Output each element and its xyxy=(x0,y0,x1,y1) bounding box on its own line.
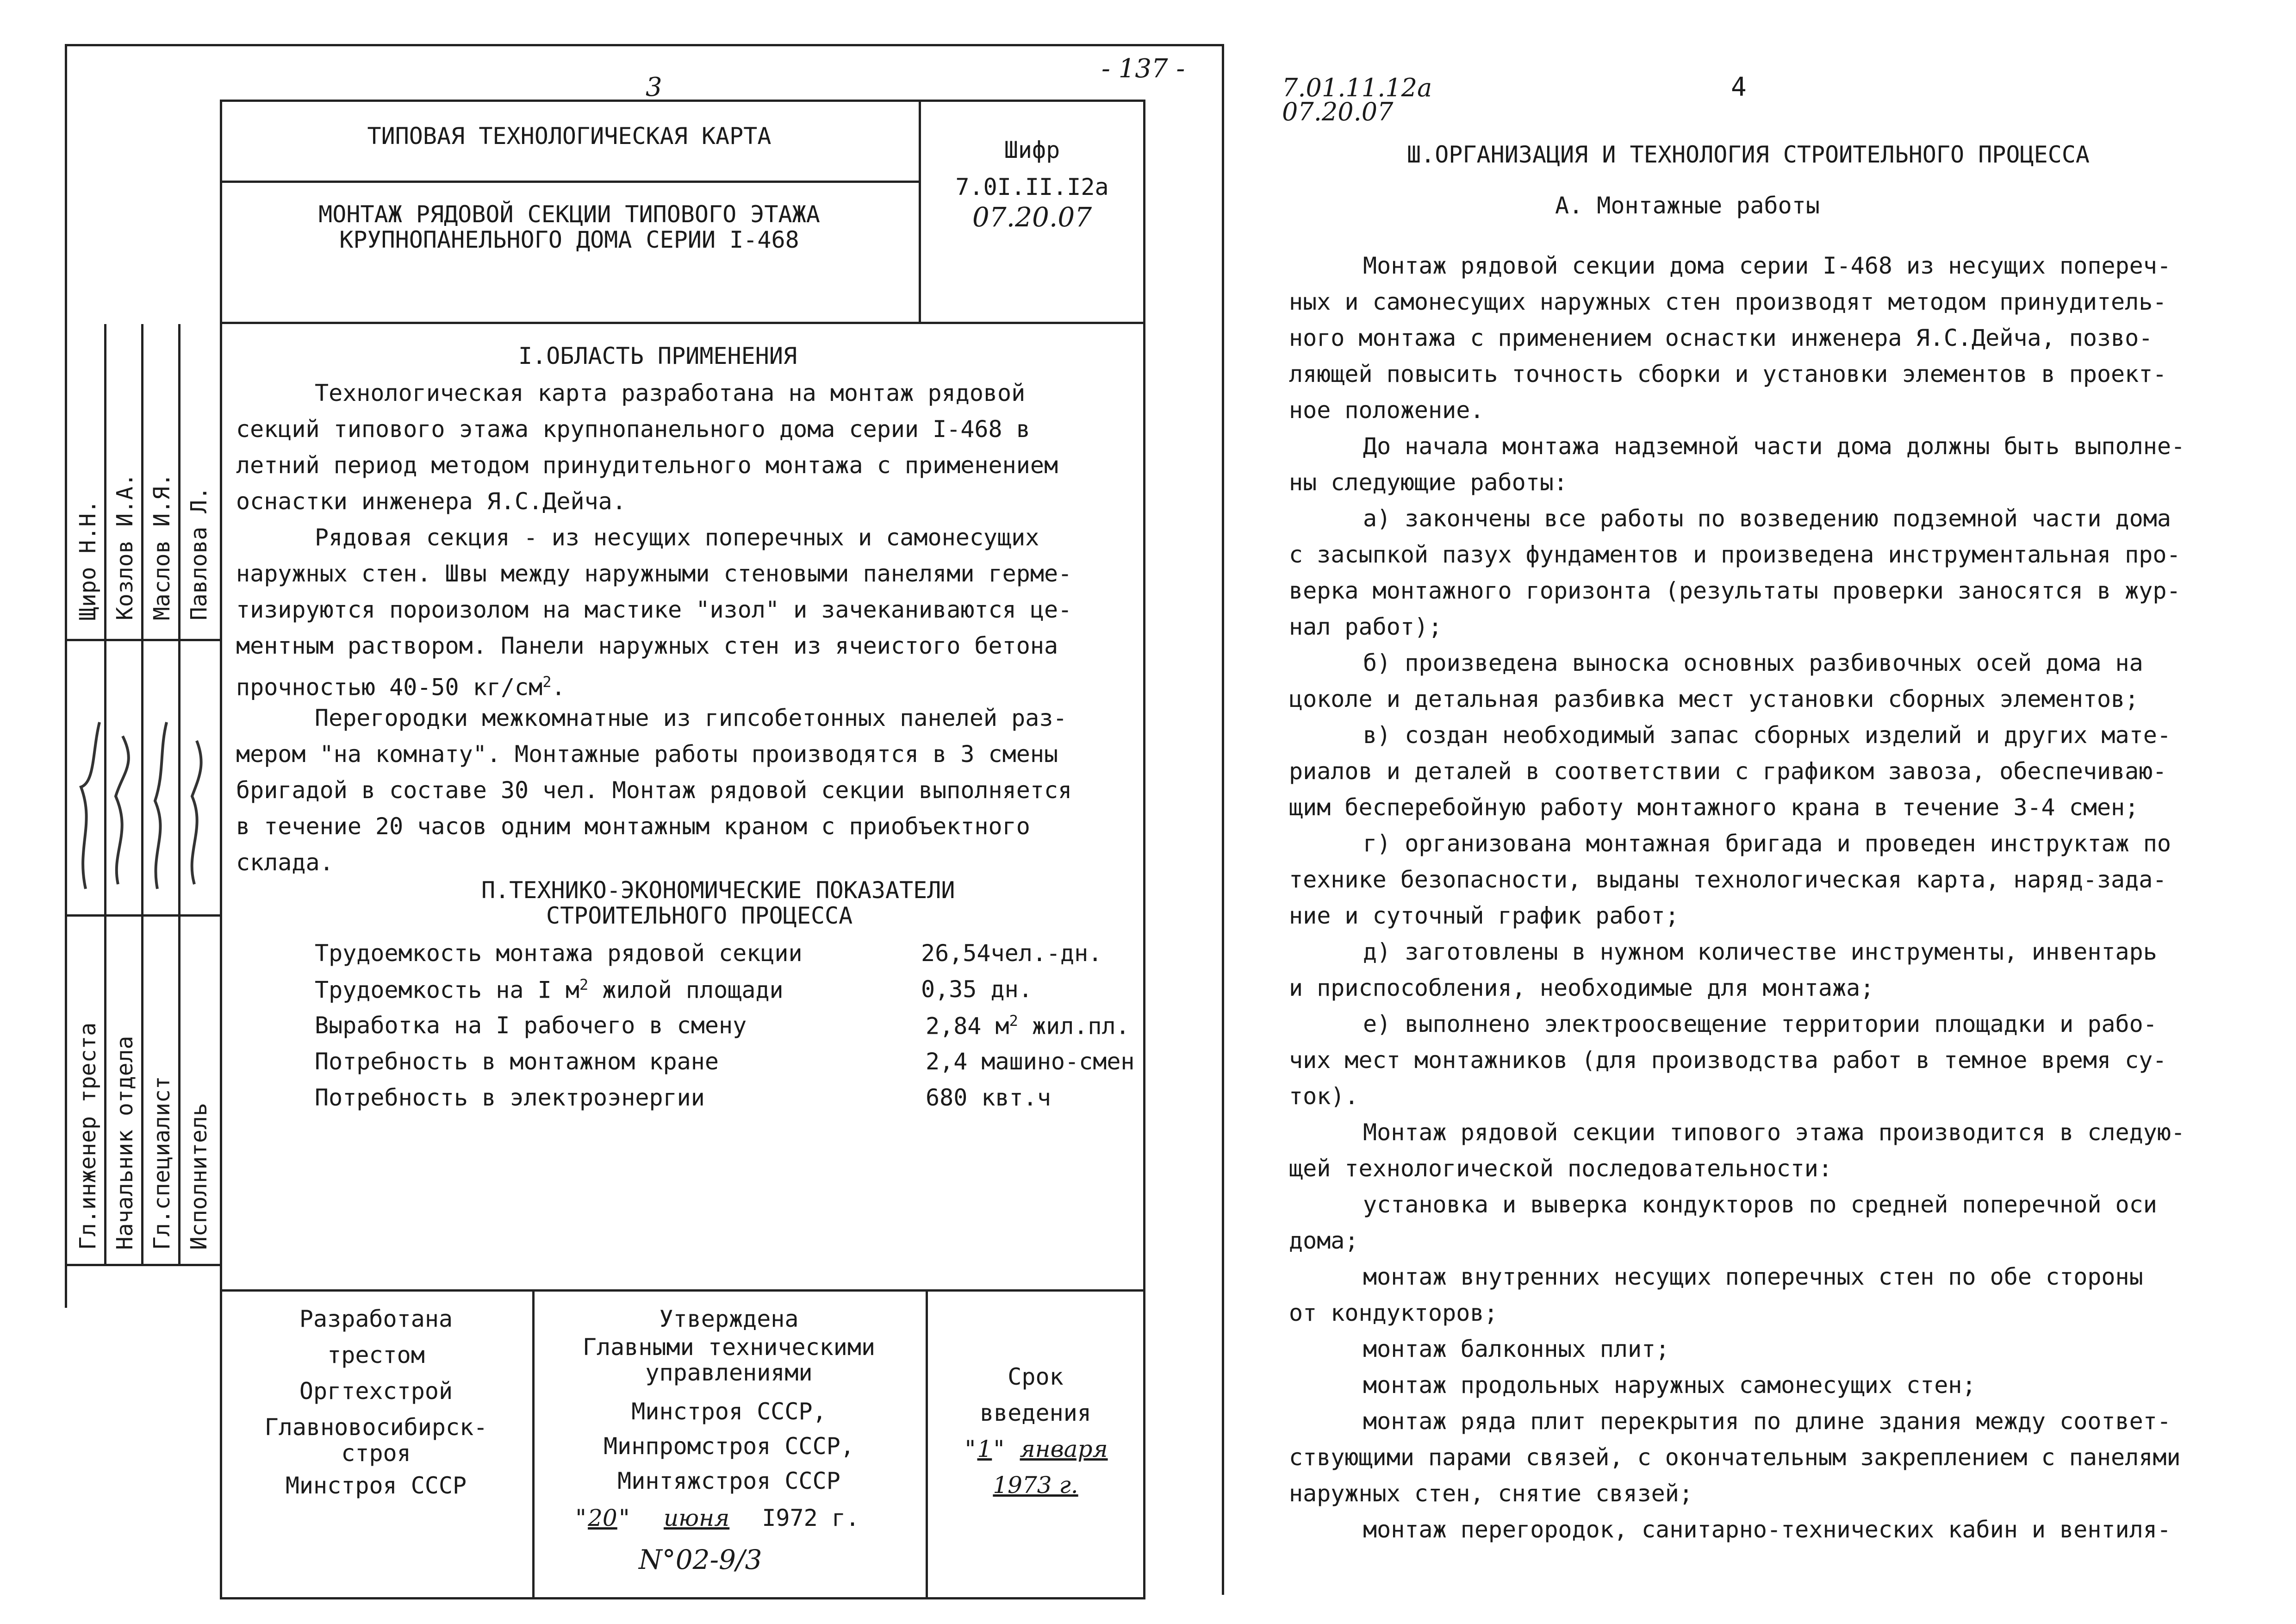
signer-name: Козлов И.А. xyxy=(112,473,138,620)
signer-name: Павлова Л. xyxy=(186,487,212,620)
body-line: цоколе и детальная разбивка мест установки сборных элементов; xyxy=(1289,686,2139,712)
cipher-handwritten: 07.20.07 xyxy=(972,201,1092,233)
body-line: монтаж внутренних несущих поперечных стен по обе стороны xyxy=(1363,1263,2143,1290)
body-line: а) закончены все работы по возведению подземной части дома xyxy=(1363,505,2171,532)
section1-line: летний период методом принудительного монтажа с применением xyxy=(236,452,1058,479)
developed-line: Минстроя СССР xyxy=(285,1472,467,1499)
left-frame-line xyxy=(65,44,67,1308)
body-line: с засыпкой пазух фундаментов и произведена инструментальная про- xyxy=(1289,541,2181,568)
right-frame-line xyxy=(1222,44,1224,1595)
approved-line: Минтяжстроя СССР xyxy=(617,1468,840,1494)
section2-heading-2: СТРОИТЕЛЬНОГО ПРОЦЕССА xyxy=(546,902,853,929)
section1-line: оснастки инженера Я.С.Дейча. xyxy=(236,488,626,515)
body-line: Монтаж рядовой секции типового этажа производится в следую- xyxy=(1363,1119,2185,1146)
section1-line: бригадой в составе 30 чел. Монтаж рядовой секции выполняется xyxy=(236,777,1072,804)
sheet-number: - 137 - xyxy=(1101,54,1185,84)
body-line: от кондукторов; xyxy=(1289,1299,1498,1326)
page-number: 3 xyxy=(646,72,662,102)
approved-date: "20" июня I972 г. xyxy=(574,1505,860,1531)
body-line: ние и суточный график работ; xyxy=(1289,902,1679,929)
body-line: щей технологической последовательности: xyxy=(1289,1155,1832,1182)
signer-position: Гл.инженер треста xyxy=(75,1022,101,1250)
body-line: монтаж продольных наружных самонесущих стен; xyxy=(1363,1372,1976,1399)
developed-line: строя xyxy=(341,1440,411,1467)
approved-line: Утверждена xyxy=(659,1305,799,1332)
body-line: д) заготовлены в нужном количестве инструменты, инвентарь xyxy=(1363,938,2157,965)
signer-position: Гл.специалист xyxy=(149,1076,175,1250)
indicator-label: Трудоемкость монтажа рядовой секции xyxy=(315,940,803,967)
section1-line: мером "на комнату". Монтажные работы производятся в 3 смены xyxy=(236,741,1058,768)
body-line: е) выполнено электроосвещение территории площадки и рабо- xyxy=(1363,1011,2157,1037)
cipher-code: 7.0I.II.I2а xyxy=(955,174,1109,200)
signature-row-line xyxy=(65,1264,220,1266)
right-page xyxy=(1250,0,2296,1624)
body-line: До начала монтажа надземной части дома должны быть выполне- xyxy=(1363,433,2185,460)
header-divider xyxy=(220,181,919,183)
section1-heading: I.ОБЛАСТЬ ПРИМЕНЕНИЯ xyxy=(518,343,797,369)
body-line: ляющей повысить точность сборки и установки элементов в проект- xyxy=(1289,361,2167,387)
signer-position: Начальник отдела xyxy=(112,1036,138,1250)
subsection-heading: А. Монтажные работы xyxy=(1555,192,1820,219)
body-line: ток). xyxy=(1289,1083,1359,1110)
body-line: Монтаж рядовой секции дома серии I-468 из несущих попереч- xyxy=(1363,252,2171,279)
section1-line: наружных стен. Швы между наружными стеновыми панелями герме- xyxy=(236,560,1072,587)
section1-line: тизируются пороизолом на мастике "изол" и зачеканиваются це- xyxy=(236,596,1072,623)
section1-line: Перегородки межкомнатные из гипсобетонных панелей раз- xyxy=(315,705,1067,731)
indicator-value: 26,54чел.-дн. xyxy=(921,940,1102,967)
term-line: Срок xyxy=(1008,1363,1064,1390)
footer-divider xyxy=(220,1289,1145,1292)
body-line: б) произведена выноска основных разбивочных осей дома на xyxy=(1363,650,2143,676)
approved-line: Минстроя СССР, xyxy=(631,1398,827,1425)
body-line: наружных стен, снятие связей; xyxy=(1289,1480,1693,1507)
cipher-label: Шифр xyxy=(1004,137,1060,163)
body-line: г) организована монтажная бригада и проведен инструктаж по xyxy=(1363,830,2171,857)
developed-line: трестом xyxy=(327,1342,425,1368)
body-line: нал работ); xyxy=(1289,613,1443,640)
section1-line: ментным раствором. Панели наружных стен из ячеистого бетона xyxy=(236,632,1058,659)
approved-line: Главными техническими xyxy=(582,1334,876,1361)
body-line: ны следующие работы: xyxy=(1289,469,1568,496)
body-line: дома; xyxy=(1289,1227,1359,1254)
approved-number: N°02-9/3 xyxy=(639,1544,762,1575)
approved-line: Минпромстроя СССР, xyxy=(604,1433,854,1460)
body-line: чих мест монтажников (для производства работ в темное время су- xyxy=(1289,1047,2167,1074)
handwritten-signature xyxy=(67,694,215,898)
indicator-label: Трудоемкость на I $м^2$ жилой площади xyxy=(315,976,784,1004)
body-line: верка монтажного горизонта (результаты проверки заносятся в жур- xyxy=(1289,577,2181,604)
signature-row-line xyxy=(65,639,220,641)
document-subtitle-1: МОНТАЖ РЯДОВОЙ СЕКЦИИ ТИПОВОГО ЭТАЖА xyxy=(318,201,820,228)
body-line: установка и выверка кондукторов по средней поперечной оси xyxy=(1363,1191,2157,1218)
body-line: ствующими парами связей, с окончательным закреплением с панелями xyxy=(1289,1444,2181,1471)
section1-line: Рядовая секция - из несущих поперечных и самонесущих xyxy=(315,524,1039,551)
corner-code-2: 07.20.07 xyxy=(1282,97,1394,126)
section1-line: Технологическая карта разработана на монтаж рядовой xyxy=(315,380,1026,406)
signer-name: Щиро Н.Н. xyxy=(75,500,101,620)
document-title: ТИПОВАЯ ТЕХНОЛОГИЧЕСКАЯ КАРТА xyxy=(367,123,772,150)
section2-heading-1: П.ТЕХНИКО-ЭКОНОМИЧЕСКИЕ ПОКАЗАТЕЛИ xyxy=(481,877,955,904)
section1-line-strength: прочностью 40-50 $кг/см^2$. xyxy=(236,673,566,701)
page-number: 4 xyxy=(1731,72,1747,102)
body-line: ного монтажа с применением оснастки инженера Я.С.Дейча, позво- xyxy=(1289,325,2153,351)
section1-line: склада. xyxy=(236,849,334,876)
body-line: ное положение. xyxy=(1289,397,1484,424)
body-line: в) создан необходимый запас сборных изделий и других мате- xyxy=(1363,722,2171,749)
term-year: 1973 г. xyxy=(993,1472,1078,1499)
indicator-value: 680 квт.ч xyxy=(926,1084,1051,1111)
body-line: монтаж ряда плит перекрытия по длине здания между соответ- xyxy=(1363,1408,2171,1435)
body-line: и приспособления, необходимые для монтажа; xyxy=(1289,974,1874,1001)
indicator-value: 2,4 машино-смен xyxy=(926,1048,1135,1075)
body-line: монтаж балконных плит; xyxy=(1363,1336,1670,1362)
term-date: "1" января xyxy=(963,1436,1108,1462)
body-line: технике безопасности, выданы технологическая карта, наряд-зада- xyxy=(1289,866,2167,893)
corner-code-1: 7.01.11.12а xyxy=(1282,73,1432,102)
indicator-label: Выработка на I рабочего в смену xyxy=(315,1012,747,1039)
signer-position: Исполнитель xyxy=(186,1103,212,1250)
body-line: ных и самонесущих наружных стен производят методом принудитель- xyxy=(1289,288,2167,315)
header-bottom xyxy=(220,322,1145,324)
body-line: щим бесперебойную работу монтажного крана в течение 3-4 смен; xyxy=(1289,794,2139,821)
developed-line: Разработана xyxy=(299,1305,453,1332)
developed-line: Оргтехстрой xyxy=(299,1378,453,1405)
top-frame-line xyxy=(65,44,1222,46)
body-line: монтаж перегородок, санитарно-технических кабин и вентиля- xyxy=(1363,1516,2171,1543)
section1-line: в течение 20 часов одним монтажным краном с приобъектного xyxy=(236,813,1030,840)
signer-name: Маслов И.Я. xyxy=(149,473,175,620)
indicator-value: 2,84 $м^2$ жил.пл. xyxy=(926,1012,1130,1040)
developed-line: Главновосибирск- xyxy=(264,1414,488,1441)
approved-line: управлениями xyxy=(645,1359,813,1386)
term-line: введения xyxy=(980,1399,1091,1426)
document-subtitle-2: КРУПНОПАНЕЛЬНОГО ДОМА СЕРИИ I-468 xyxy=(339,226,799,253)
body-line: риалов и деталей в соответствии с графиком завоза, обеспечиваю- xyxy=(1289,758,2167,785)
indicator-label: Потребность в электроэнергии xyxy=(315,1084,705,1111)
indicator-value: 0,35 дн. xyxy=(921,976,1033,1003)
signature-row-line xyxy=(65,914,220,917)
indicator-label: Потребность в монтажном кране xyxy=(315,1048,719,1075)
section1-line: секций типового этажа крупнопанельного дома серии I-468 в xyxy=(236,416,1030,443)
section3-heading: Ш.ОРГАНИЗАЦИЯ И ТЕХНОЛОГИЯ СТРОИТЕЛЬНОГО ПРОЦЕССА xyxy=(1407,141,2090,168)
